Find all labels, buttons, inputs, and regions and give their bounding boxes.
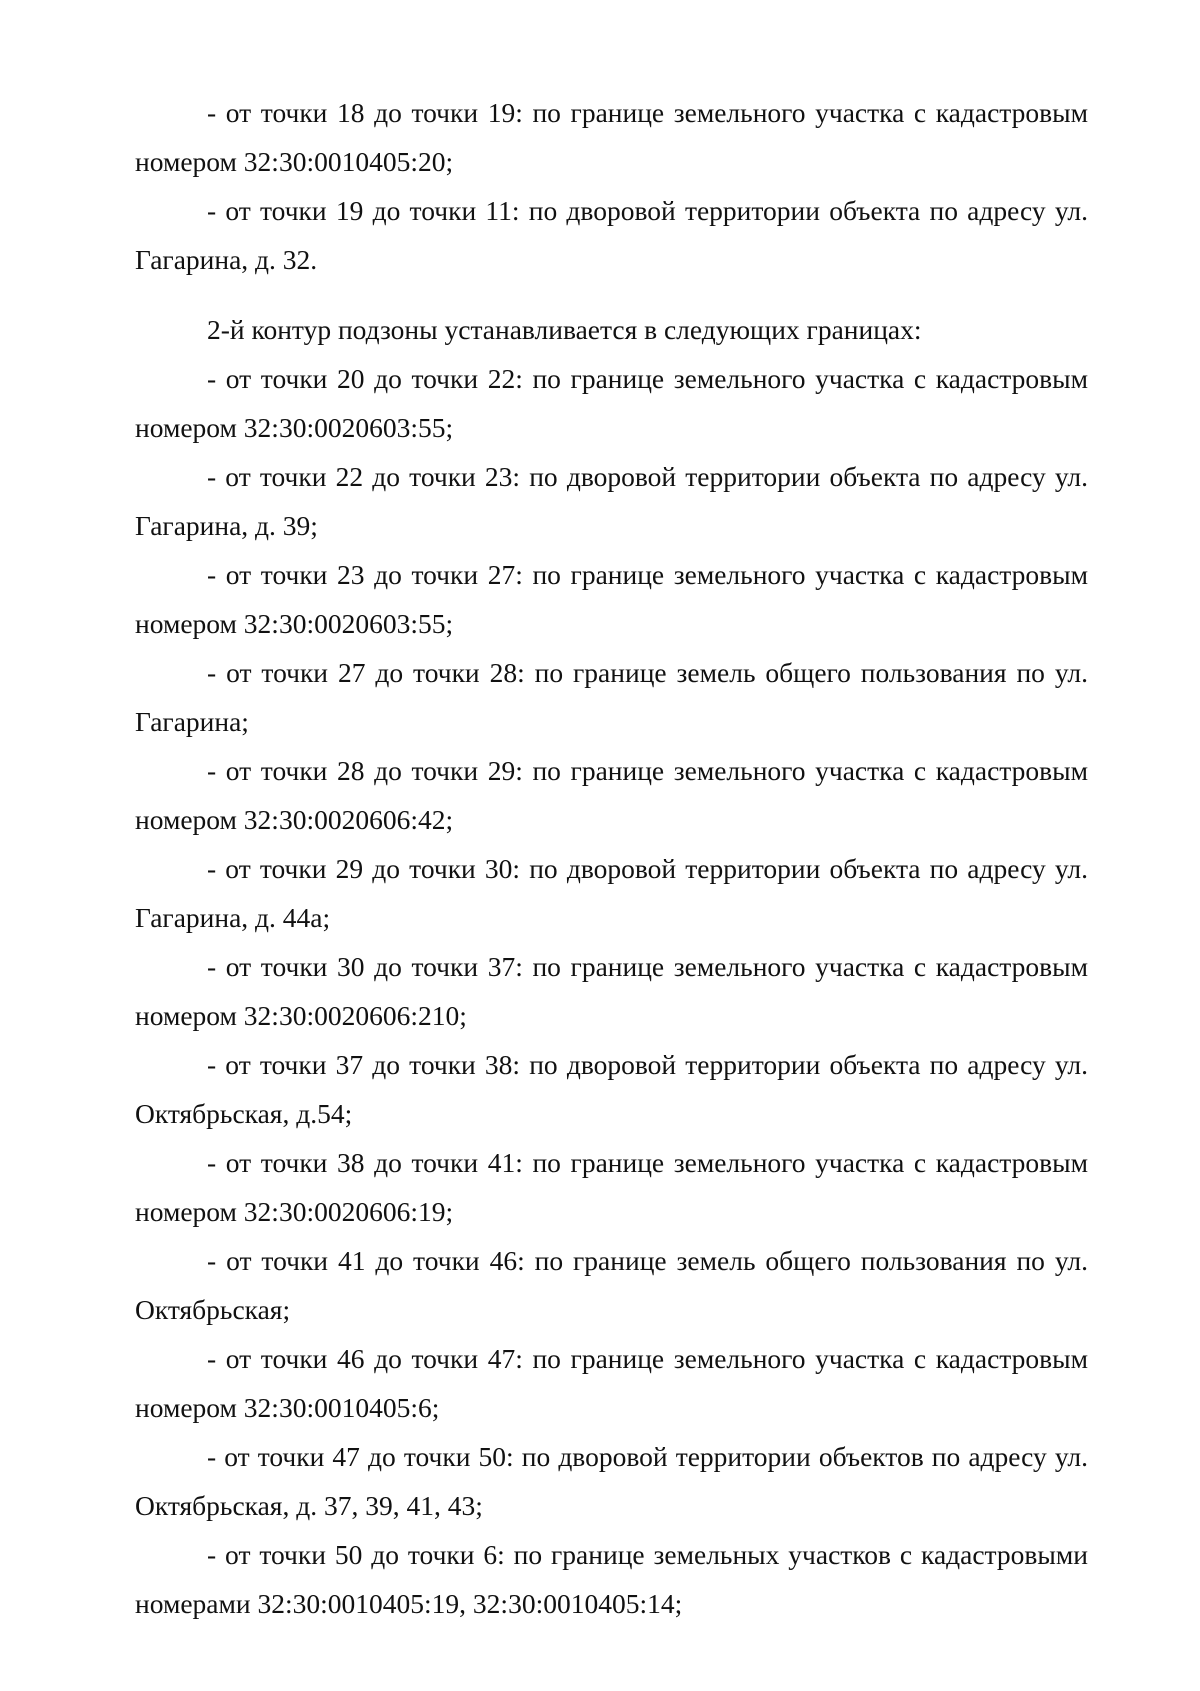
boundary-item: - от точки 38 до точки 41: по границе земельного участка с кадастровым номером 32:30:0020606:19;	[135, 1147, 1088, 1227]
boundary-item: - от точки 28 до точки 29: по границе земельного участка с кадастровым номером 32:30:0020606:42;	[135, 755, 1088, 835]
paragraph-gap	[135, 284, 1088, 305]
section-heading: 2-й контур подзоны устанавливается в следующих границах:	[207, 314, 922, 345]
boundary-item: - от точки 22 до точки 23: по дворовой территории объекта по адресу ул. Гагарина, д. 39;	[135, 461, 1088, 541]
boundary-item: - от точки 19 до точки 11: по дворовой территории объекта по адресу ул. Гагарина, д. 32.	[135, 195, 1088, 275]
boundary-item: - от точки 18 до точки 19: по границе земельного участка с кадастровым номером 32:30:0010405:20;	[135, 97, 1088, 177]
boundary-item: - от точки 50 до точки 6: по границе земельных участков с кадастровыми номерами 32:30:0010405:19, 32:30:0010405:14;	[135, 1539, 1088, 1619]
boundary-item: - от точки 46 до точки 47: по границе земельного участка с кадастровым номером 32:30:0010405:6;	[135, 1343, 1088, 1423]
boundary-item: - от точки 37 до точки 38: по дворовой территории объекта по адресу ул. Октябрьская, д.54;	[135, 1049, 1088, 1129]
boundary-item: - от точки 23 до точки 27: по границе земельного участка с кадастровым номером 32:30:0020603:55;	[135, 559, 1088, 639]
boundary-item: - от точки 27 до точки 28: по границе земель общего пользования по ул. Гагарина;	[135, 657, 1088, 737]
boundary-item: - от точки 20 до точки 22: по границе земельного участка с кадастровым номером 32:30:0020603:55;	[135, 363, 1088, 443]
boundary-item: - от точки 47 до точки 50: по дворовой территории объектов по адресу ул. Октябрьская, д. 37, 39, 41, 43;	[135, 1441, 1088, 1521]
boundary-item: - от точки 29 до точки 30: по дворовой территории объекта по адресу ул. Гагарина, д. 44а;	[135, 853, 1088, 933]
boundary-item: - от точки 30 до точки 37: по границе земельного участка с кадастровым номером 32:30:0020606:210;	[135, 951, 1088, 1031]
boundary-item: - от точки 41 до точки 46: по границе земель общего пользования по ул. Октябрьская;	[135, 1245, 1088, 1325]
